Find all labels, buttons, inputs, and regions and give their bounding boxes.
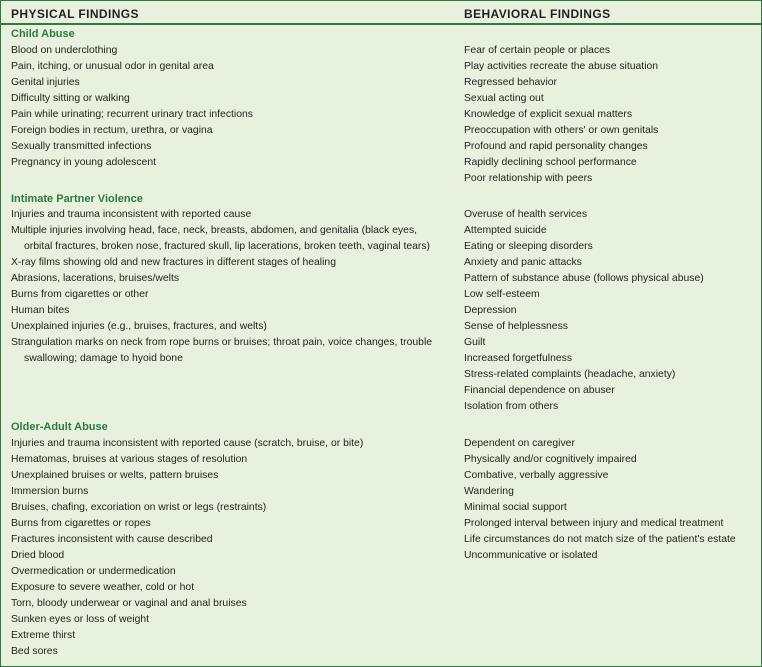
list-item: Eating or sleeping disorders xyxy=(464,241,593,252)
list-item: Regressed behavior xyxy=(464,77,557,88)
list-item: Dependent on caregiver xyxy=(464,438,575,449)
list-item: Overuse of health services xyxy=(464,209,588,220)
list-item: Pain while urinating; recurrent urinary tract infections xyxy=(11,109,253,120)
list-item: Sexual acting out xyxy=(464,93,544,104)
list-item: Immersion burns xyxy=(11,486,89,497)
section-title-older-adult-abuse: Older-Adult Abuse xyxy=(11,421,108,433)
list-item: Extreme thirst xyxy=(11,630,76,641)
list-item: Poor relationship with peers xyxy=(464,173,593,184)
behavioral-findings-header: BEHAVIORAL FINDINGS xyxy=(464,7,611,21)
list-item: Dried blood xyxy=(11,550,65,561)
list-item: Profound and rapid personality changes xyxy=(464,141,648,152)
list-item: Play activities recreate the abuse situation xyxy=(464,61,659,72)
list-item: Fear of certain people or places xyxy=(464,45,611,56)
list-item: Uncommunicative or isolated xyxy=(464,550,598,561)
list-item: Bed sores xyxy=(11,646,58,657)
list-item: Burns from cigarettes or ropes xyxy=(11,518,151,529)
table-header xyxy=(1,1,761,25)
list-item: Pain, itching, or unusual odor in genital area xyxy=(11,61,214,72)
list-item-line: Multiple injuries involving head, face, neck, breasts, abdomen, and genitalia (black eyes, xyxy=(11,225,418,236)
list-item: Wandering xyxy=(464,486,514,497)
list-item: Exposure to severe weather, cold or hot xyxy=(11,582,195,593)
list-item: Bruises, chafing, excoriation on wrist or legs (restraints) xyxy=(11,502,267,513)
list-item: Minimal social support xyxy=(464,502,567,513)
child-abuse-behavioral-list xyxy=(464,43,754,187)
list-item: Fractures inconsistent with cause described xyxy=(11,534,213,545)
list-item: Low self-esteem xyxy=(464,289,540,300)
section-title-child-abuse: Child Abuse xyxy=(11,28,75,40)
list-item: Attempted suicide xyxy=(464,225,547,236)
list-item: Prolonged interval between injury and medical treatment xyxy=(464,518,724,529)
list-item: Isolation from others xyxy=(464,401,559,412)
list-item: Overmedication or undermedication xyxy=(11,566,176,577)
list-item: Difficulty sitting or walking xyxy=(11,93,130,104)
physical-findings-header: PHYSICAL FINDINGS xyxy=(11,7,139,21)
list-item-continuation: swallowing; damage to hyoid bone xyxy=(24,353,183,364)
list-item: Anxiety and panic attacks xyxy=(464,257,582,268)
list-item: Pregnancy in young adolescent xyxy=(11,157,156,168)
list-item: Sexually transmitted infections xyxy=(11,141,152,152)
list-item: Abrasions, lacerations, bruises/welts xyxy=(11,273,180,284)
list-item: Preoccupation with others' or own genitals xyxy=(464,125,659,136)
older-adult-behavioral-list xyxy=(464,436,754,564)
ipv-behavioral-list xyxy=(464,207,754,415)
list-item: Guilt xyxy=(464,337,486,348)
list-item: Foreign bodies in rectum, urethra, or vagina xyxy=(11,125,213,136)
list-item xyxy=(11,335,451,367)
child-abuse-physical-list xyxy=(11,43,451,171)
list-item xyxy=(11,223,451,255)
list-item: Combative, verbally aggressive xyxy=(464,470,609,481)
list-item-line: Strangulation marks on neck from rope burns or bruises; throat pain, voice changes, trouble xyxy=(11,337,433,348)
list-item: Stress-related complaints (headache, anxiety) xyxy=(464,369,676,380)
older-adult-physical-list xyxy=(11,436,451,660)
list-item: Depression xyxy=(464,305,517,316)
list-item: Sunken eyes or loss of weight xyxy=(11,614,150,625)
list-item: Unexplained injuries (e.g., bruises, fractures, and welts) xyxy=(11,321,267,332)
list-item: Rapidly declining school performance xyxy=(464,157,637,168)
list-item: Torn, bloody underwear or vaginal and anal bruises xyxy=(11,598,247,609)
list-item: Knowledge of explicit sexual matters xyxy=(464,109,633,120)
list-item: Pattern of substance abuse (follows physical abuse) xyxy=(464,273,704,284)
list-item: Genital injuries xyxy=(11,77,80,88)
list-item: Injuries and trauma inconsistent with reported cause xyxy=(11,209,252,220)
list-item: Life circumstances do not match size of the patient's estate xyxy=(464,534,736,545)
list-item: Financial dependence on abuser xyxy=(464,385,615,396)
ipv-physical-list xyxy=(11,207,451,367)
list-item: Injuries and trauma inconsistent with reported cause (scratch, bruise, or bite) xyxy=(11,438,364,449)
list-item: Sense of helplessness xyxy=(464,321,568,332)
list-item: Blood on underclothing xyxy=(11,45,118,56)
section-title-intimate-partner-violence: Intimate Partner Violence xyxy=(11,193,143,205)
list-item-continuation: orbital fractures, broken nose, fractured skull, lip lacerations, broken teeth, vaginal tears) xyxy=(24,241,431,252)
list-item: Human bites xyxy=(11,305,70,316)
list-item: Burns from cigarettes or other xyxy=(11,289,149,300)
list-item: X-ray films showing old and new fractures in different stages of healing xyxy=(11,257,336,268)
list-item: Unexplained bruises or welts, pattern bruises xyxy=(11,470,219,481)
list-item: Physically and/or cognitively impaired xyxy=(464,454,637,465)
list-item: Hematomas, bruises at various stages of resolution xyxy=(11,454,248,465)
list-item: Increased forgetfulness xyxy=(464,353,573,364)
